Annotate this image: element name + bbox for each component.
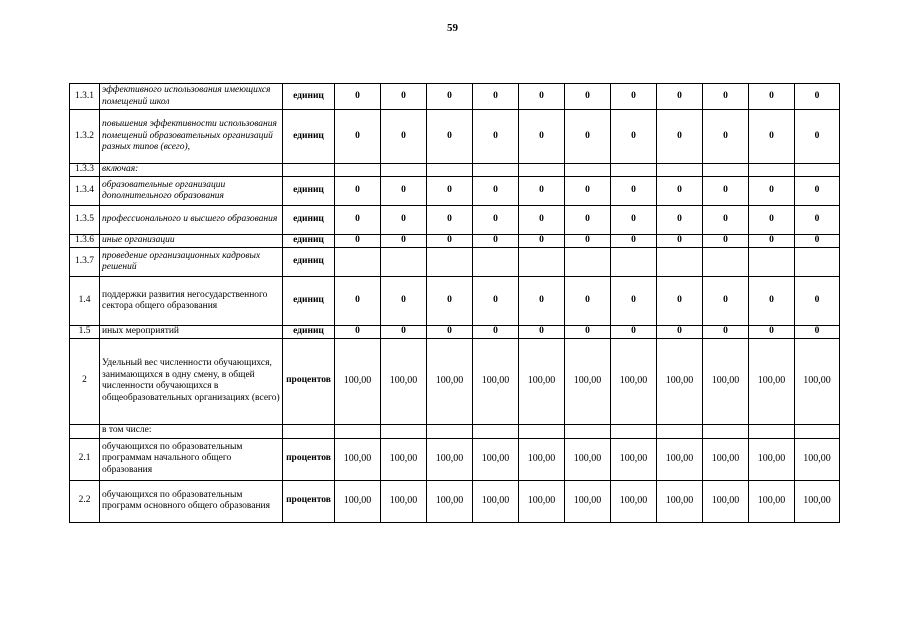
value-cell: 100,00 [703,438,749,480]
value-cell [335,164,381,177]
value-cell: 0 [611,277,657,326]
table-row [70,326,840,339]
value-cell [335,248,381,277]
value-cell: 0 [749,326,795,339]
value-cell [611,424,657,438]
table-row [70,338,840,424]
value-cell [427,164,473,177]
value-cell [657,248,703,277]
value-cell: 0 [703,206,749,235]
table-row [70,248,840,277]
unit-cell: единиц [283,326,335,339]
value-cell: 0 [611,177,657,206]
value-cell: 0 [703,235,749,248]
value-cell: 100,00 [427,480,473,522]
value-cell: 100,00 [473,338,519,424]
indicator-description: образовательные организации дополнительного образования [100,177,283,206]
value-cell: 0 [473,235,519,248]
value-cell: 100,00 [381,480,427,522]
value-cell [611,248,657,277]
value-cell: 0 [381,277,427,326]
unit-cell: единиц [283,84,335,110]
indicator-description: в том числе: [100,424,283,438]
value-cell [565,248,611,277]
value-cell: 0 [335,110,381,164]
value-cell: 0 [657,84,703,110]
unit-cell: процентов [283,438,335,480]
value-cell: 0 [611,110,657,164]
unit-cell: единиц [283,206,335,235]
value-cell: 100,00 [473,438,519,480]
value-cell: 100,00 [519,438,565,480]
row-number: 1.3.5 [70,206,100,235]
value-cell [381,424,427,438]
value-cell: 0 [427,177,473,206]
value-cell: 0 [565,206,611,235]
table-row [70,206,840,235]
value-cell: 0 [795,84,840,110]
row-number: 1.3.2 [70,110,100,164]
value-cell: 0 [519,206,565,235]
indicator-description: эффективного использования имеющихся помещений школ [100,84,283,110]
table-row [70,110,840,164]
table-row [70,84,840,110]
value-cell: 0 [335,277,381,326]
table-row [70,480,840,522]
value-cell: 0 [427,277,473,326]
value-cell: 0 [427,235,473,248]
value-cell: 0 [795,110,840,164]
value-cell [657,424,703,438]
unit-cell: единиц [283,235,335,248]
value-cell: 100,00 [703,480,749,522]
value-cell: 0 [749,177,795,206]
value-cell [519,164,565,177]
value-cell: 100,00 [335,338,381,424]
value-cell: 0 [473,84,519,110]
value-cell: 0 [703,110,749,164]
value-cell: 0 [749,110,795,164]
value-cell: 0 [611,206,657,235]
row-number: 1.3.7 [70,248,100,277]
value-cell: 0 [795,177,840,206]
value-cell: 0 [565,177,611,206]
value-cell: 0 [519,110,565,164]
value-cell: 0 [519,84,565,110]
value-cell: 0 [795,277,840,326]
value-cell: 0 [795,235,840,248]
value-cell: 0 [565,326,611,339]
value-cell: 0 [611,326,657,339]
value-cell: 100,00 [795,438,840,480]
indicator-description: обучающихся по образовательным программам начального общего образования [100,438,283,480]
row-number: 1.4 [70,277,100,326]
row-number [70,424,100,438]
unit-cell [283,164,335,177]
value-cell [381,248,427,277]
value-cell [795,248,840,277]
unit-cell: процентов [283,480,335,522]
value-cell: 0 [703,84,749,110]
value-cell [473,248,519,277]
indicator-description: иные организации [100,235,283,248]
value-cell: 100,00 [795,338,840,424]
value-cell: 100,00 [381,338,427,424]
value-cell: 0 [381,177,427,206]
value-cell: 0 [473,277,519,326]
value-cell: 0 [657,277,703,326]
value-cell [427,424,473,438]
value-cell: 0 [381,206,427,235]
row-number: 1.3.3 [70,164,100,177]
value-cell [335,424,381,438]
value-cell [519,248,565,277]
row-number: 2.2 [70,480,100,522]
value-cell: 0 [703,326,749,339]
value-cell: 100,00 [565,438,611,480]
value-cell: 100,00 [657,338,703,424]
row-number: 1.3.1 [70,84,100,110]
table-row [70,277,840,326]
value-cell: 100,00 [519,480,565,522]
indicator-description: включая: [100,164,283,177]
value-cell: 100,00 [749,480,795,522]
value-cell: 0 [473,206,519,235]
value-cell: 0 [381,235,427,248]
value-cell: 0 [473,326,519,339]
value-cell [749,248,795,277]
value-cell [795,164,840,177]
value-cell: 100,00 [749,438,795,480]
value-cell: 0 [611,84,657,110]
value-cell: 0 [611,235,657,248]
value-cell [703,248,749,277]
value-cell [427,248,473,277]
value-cell: 0 [335,177,381,206]
table-row [70,177,840,206]
unit-cell: процентов [283,338,335,424]
value-cell: 0 [657,206,703,235]
value-cell: 0 [657,235,703,248]
value-cell: 100,00 [795,480,840,522]
value-cell: 0 [519,326,565,339]
value-cell: 100,00 [657,438,703,480]
value-cell [749,424,795,438]
value-cell: 0 [381,110,427,164]
indicator-description: иных мероприятий [100,326,283,339]
row-number: 1.3.4 [70,177,100,206]
value-cell: 0 [565,277,611,326]
value-cell: 0 [335,206,381,235]
value-cell [565,424,611,438]
value-cell [565,164,611,177]
table-row [70,235,840,248]
value-cell [611,164,657,177]
value-cell: 0 [427,326,473,339]
table-body [70,84,840,523]
row-number: 2 [70,338,100,424]
value-cell: 100,00 [381,438,427,480]
indicator-description: профессионального и высшего образования [100,206,283,235]
value-cell: 0 [795,206,840,235]
value-cell: 0 [427,206,473,235]
value-cell: 0 [795,326,840,339]
indicator-description: повышения эффективности использования помещений образовательных организаций разных типов (всего), [100,110,283,164]
value-cell: 0 [749,206,795,235]
value-cell [703,424,749,438]
value-cell: 100,00 [703,338,749,424]
indicator-description: проведение организационных кадровых решений [100,248,283,277]
value-cell: 100,00 [427,338,473,424]
value-cell: 0 [427,84,473,110]
value-cell: 0 [749,84,795,110]
value-cell [519,424,565,438]
value-cell: 0 [749,277,795,326]
value-cell: 0 [657,110,703,164]
value-cell: 0 [703,277,749,326]
unit-cell: единиц [283,177,335,206]
value-cell: 0 [565,235,611,248]
value-cell: 100,00 [427,438,473,480]
value-cell: 0 [565,84,611,110]
unit-cell: единиц [283,248,335,277]
table-row [70,164,840,177]
value-cell: 0 [703,177,749,206]
indicator-description: поддержки развития негосударственного сектора общего образования [100,277,283,326]
value-cell: 0 [519,277,565,326]
value-cell: 0 [335,84,381,110]
indicator-description: Удельный вес численности обучающихся, занимающихся в одну смену, в общей численности обучающихся в общеобразовательных организациях (всего) [100,338,283,424]
indicator-description: обучающихся по образовательным программ основного общего образования [100,480,283,522]
indicator-table [69,83,840,523]
value-cell: 100,00 [335,480,381,522]
value-cell [381,164,427,177]
value-cell: 100,00 [519,338,565,424]
value-cell: 0 [473,177,519,206]
unit-cell: единиц [283,277,335,326]
value-cell: 100,00 [565,338,611,424]
value-cell: 100,00 [565,480,611,522]
unit-cell: единиц [283,110,335,164]
value-cell [657,164,703,177]
value-cell: 100,00 [335,438,381,480]
value-cell: 0 [427,110,473,164]
page-number: 59 [447,22,458,34]
table-row [70,424,840,438]
value-cell: 100,00 [611,438,657,480]
value-cell: 0 [381,84,427,110]
value-cell: 0 [565,110,611,164]
table-row [70,438,840,480]
value-cell [795,424,840,438]
row-number: 1.5 [70,326,100,339]
value-cell: 100,00 [657,480,703,522]
value-cell: 0 [335,235,381,248]
value-cell: 0 [381,326,427,339]
unit-cell [283,424,335,438]
value-cell: 0 [749,235,795,248]
value-cell [473,164,519,177]
value-cell: 100,00 [611,480,657,522]
row-number: 2.1 [70,438,100,480]
value-cell: 100,00 [473,480,519,522]
value-cell [473,424,519,438]
value-cell: 100,00 [749,338,795,424]
value-cell: 0 [473,110,519,164]
value-cell [749,164,795,177]
row-number: 1.3.6 [70,235,100,248]
value-cell: 100,00 [611,338,657,424]
value-cell [703,164,749,177]
value-cell: 0 [519,235,565,248]
value-cell: 0 [657,177,703,206]
value-cell: 0 [657,326,703,339]
value-cell: 0 [519,177,565,206]
value-cell: 0 [335,326,381,339]
